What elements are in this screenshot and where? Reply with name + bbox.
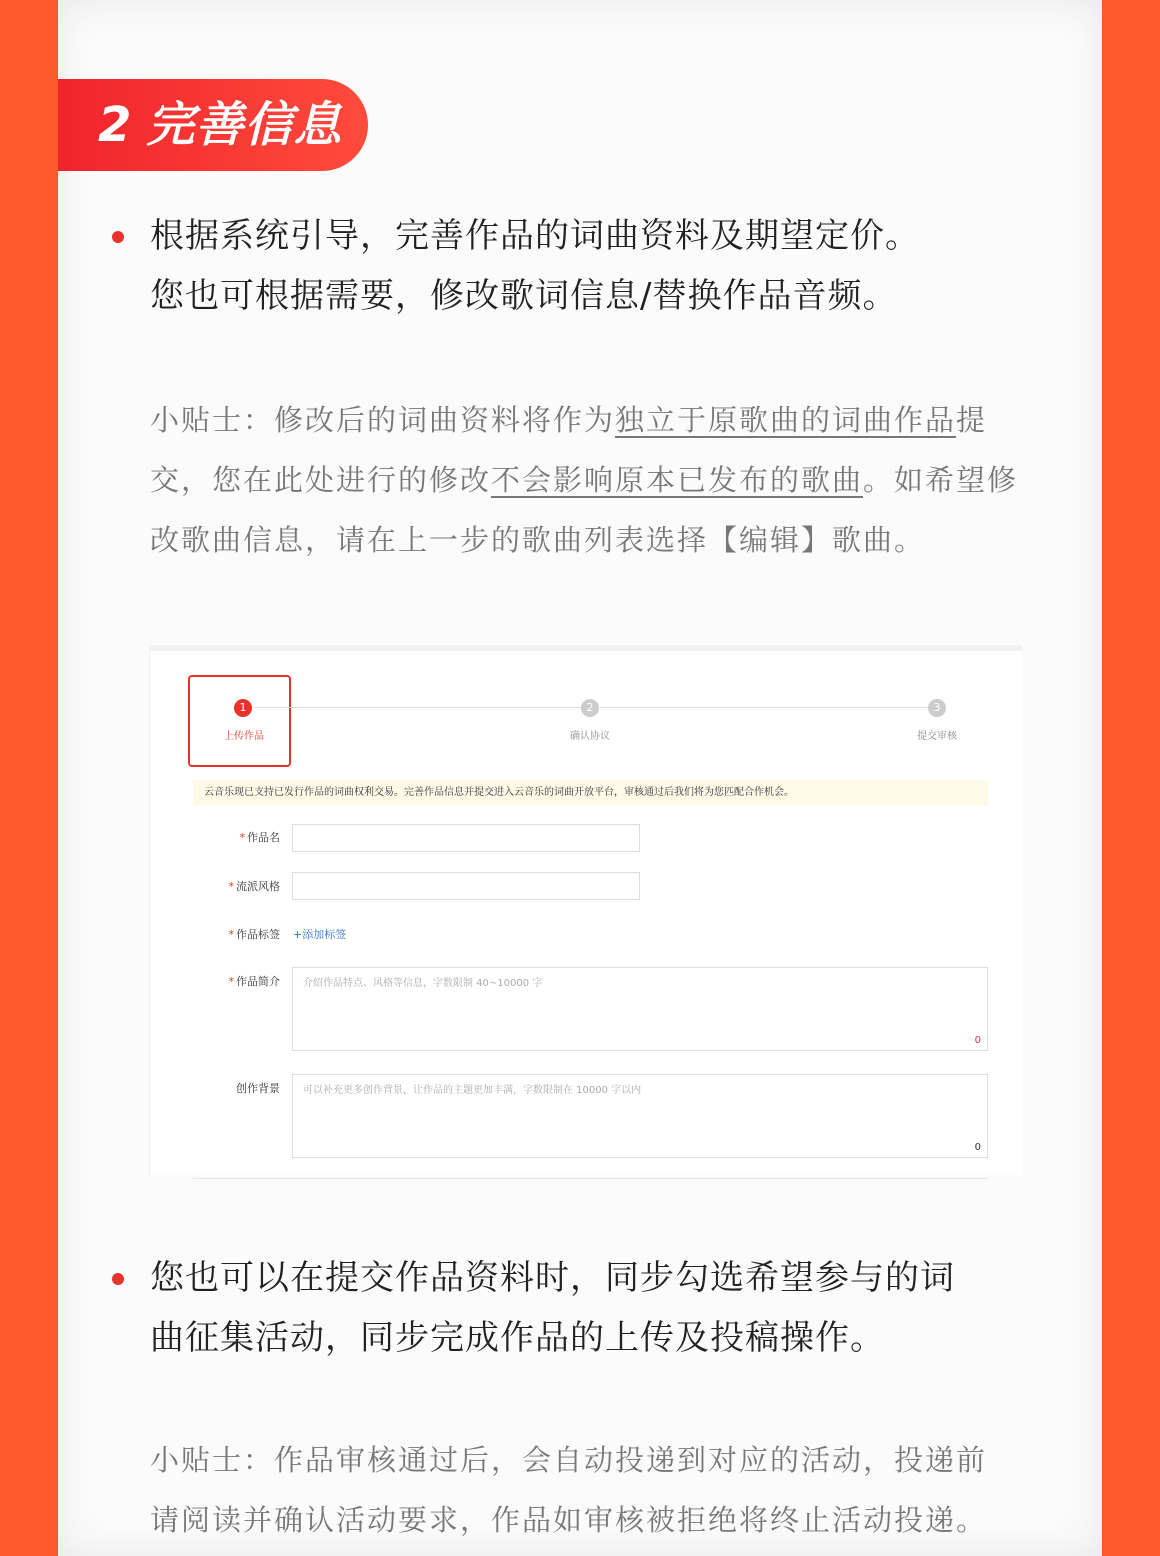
step-2-label: 确认协议: [570, 731, 610, 742]
step-3-label: 提交审核: [917, 731, 957, 742]
tip-1-prefix: 小贴士：修改后的词曲资料将作为: [150, 403, 616, 437]
section-badge: [58, 79, 368, 171]
section-title: 完善信息: [146, 97, 343, 153]
step-connector: [254, 707, 584, 708]
step-1-circle: 1: [234, 699, 252, 717]
tip-1: [150, 390, 1030, 570]
tip-1-underline-2: 不会影响原本已发布的歌曲: [491, 463, 864, 497]
tags-label: * 作品标签: [228, 928, 280, 941]
section-number: 2: [98, 97, 133, 153]
bullet-1-line-1: 根据系统引导，完善作品的词曲资料及期望定价。: [150, 216, 920, 256]
tip-2-line-2: 请阅读并确认活动要求，作品如审核被拒绝将终止活动投递。: [150, 1503, 988, 1537]
intro-textarea[interactable]: [292, 967, 988, 1051]
form-screenshot: [149, 645, 1022, 1175]
background-textarea[interactable]: [292, 1074, 988, 1158]
intro-char-count: 0: [974, 1035, 981, 1046]
bullet-1-line-2: 您也可根据需要，修改歌词信息/替换作品音频。: [150, 276, 898, 316]
bullet-dot: [112, 1273, 124, 1285]
bullet-2-line-2: 曲征集活动，同步完成作品的上传及投稿操作。: [150, 1318, 885, 1358]
bullet-item-1: [112, 206, 1032, 336]
intro-label: * 作品简介: [228, 975, 280, 988]
genre-label: * 流派风格: [228, 880, 280, 893]
bullet-item-2: [112, 1248, 1032, 1378]
tip-1-mid: 提交，您在此处进行的修改: [150, 403, 988, 497]
notice-banner: 云音乐现已支持已发行作品的词曲权利交易。完善作品信息并提交进入云音乐的词曲开放平台，审核通过后我们将为您匹配合作机会。: [193, 780, 988, 806]
intro-placeholder: 介绍作品特点、风格等信息，字数限制 40~10000 字: [303, 978, 543, 989]
name-label: * 作品名: [239, 831, 280, 844]
tip-2-line-1: 小贴士：作品审核通过后，会自动投递到对应的活动，投递前: [150, 1443, 988, 1477]
tip-1-suffix: 。如希望修改歌曲信息，请在上一步的歌曲列表选择【编辑】歌曲。: [150, 463, 1019, 557]
divider: [193, 1178, 988, 1179]
active-step-highlight: [188, 675, 291, 767]
name-input[interactable]: [292, 824, 640, 852]
background-char-count: 0: [974, 1142, 981, 1153]
bullet-2-line-1: 您也可以在提交作品资料时，同步勾选希望参与的词: [150, 1258, 955, 1298]
step-connector: [600, 707, 930, 708]
step-2-circle: 2: [581, 699, 599, 717]
background-label: 创作背景: [236, 1082, 280, 1095]
step-1-label: 上传作品: [224, 731, 264, 742]
background-placeholder: 可以补充更多创作背景，让作品的主题更加丰满，字数限制在 10000 字以内: [303, 1085, 642, 1096]
genre-input[interactable]: [292, 872, 640, 900]
step-3-circle: 3: [928, 699, 946, 717]
tip-1-underline-1: 独立于原歌曲的词曲作品: [615, 403, 957, 437]
bullet-dot: [112, 231, 124, 243]
add-tag-link[interactable]: +添加标签: [293, 928, 347, 941]
